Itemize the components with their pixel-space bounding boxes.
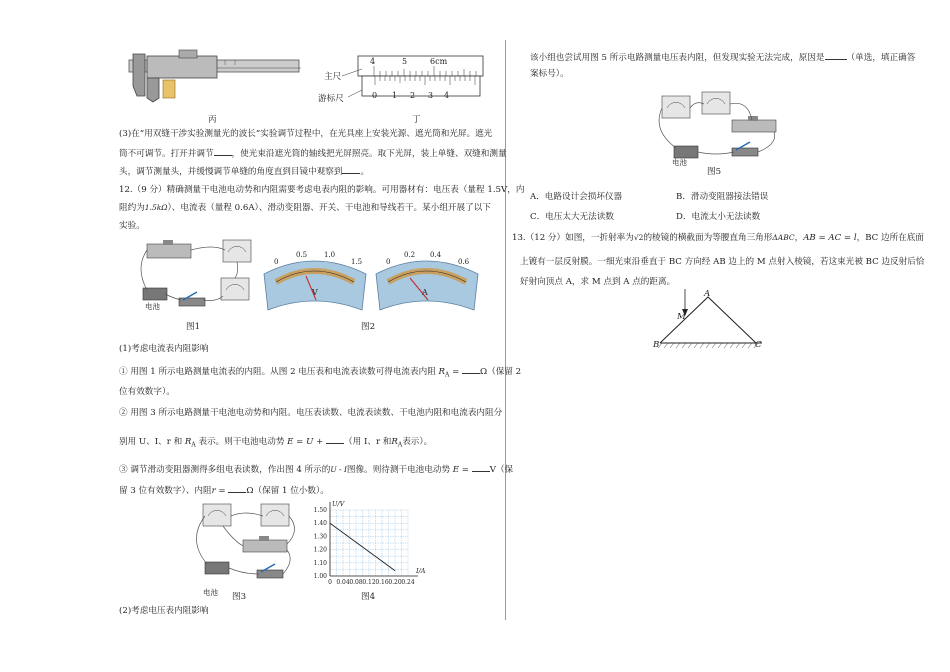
main-scale-tick-5: 5 bbox=[402, 57, 408, 66]
ammeter-tick-0: 0 bbox=[386, 258, 391, 266]
q12-line1: 12.（9 分）精确测量干电池电动势和内阻需要考虑电表内阻的影响。可用器材有：电压表（量程 1.5V，内 bbox=[119, 185, 525, 195]
q12-cont-line1 bbox=[530, 50, 915, 64]
option-c[interactable]: C．电压太大无法读数 bbox=[530, 212, 614, 222]
y-tick-label: 1.50 bbox=[313, 507, 327, 514]
q12-cont-text-a: 该小组也尝试用图 5 所示电路测量电压表内阻，但发现实验无法完成，原因是 bbox=[530, 53, 825, 63]
answer-blank bbox=[825, 50, 847, 60]
q11-3-line2-text-a: 筒不可调节。打开并调节 bbox=[119, 149, 214, 159]
x-tick-label: 0.08 bbox=[349, 579, 363, 586]
q12-line2 bbox=[119, 202, 491, 214]
x-tick-label: 0.12 bbox=[362, 579, 376, 586]
ra-subscript: A bbox=[397, 441, 403, 449]
caliper-figure bbox=[125, 46, 305, 108]
q11-3-line3-text-b: 。 bbox=[360, 167, 370, 177]
figure1-battery-label: 电池 bbox=[145, 302, 160, 311]
answer-blank bbox=[228, 483, 246, 493]
ammeter-unit: A bbox=[422, 288, 428, 297]
option-d[interactable]: D．电流太小无法读数 bbox=[676, 212, 761, 222]
q13-line1 bbox=[512, 232, 924, 244]
q13-line2: 上镀有一层反射膜。一细光束沿垂直于 BC 方向经 AB 边上的 M 点射入棱镜，若这束光被 BC 边反射后恰 bbox=[520, 257, 925, 267]
figure3-circuit bbox=[183, 500, 303, 590]
ra-symbol: R bbox=[438, 367, 446, 377]
part1-q2-text-c: （用 I、r 和 bbox=[344, 437, 392, 447]
ammeter-tick-02: 0.2 bbox=[404, 251, 416, 259]
part1-q2-line1: ② 用图 3 所示电路测量干电池电动势和内阻。电压表读数、电流表读数、干电池内阻和电流表内阻分 bbox=[119, 408, 503, 418]
ra-symbol: R bbox=[391, 437, 398, 447]
q11-3-line2-text-b: ，使光束沿遮光筒的轴线把光屏照亮。取下光屏，装上单缝、双缝和测量 bbox=[231, 149, 507, 159]
y-axis-label: U/V bbox=[332, 500, 345, 508]
figure3-label: 图3 bbox=[232, 592, 247, 602]
part1-q2-text-b: 表示。则干电池电动势 bbox=[198, 437, 285, 447]
q11-3-line3 bbox=[119, 164, 369, 178]
vernier-tick-1: 1 bbox=[392, 91, 398, 100]
figure4-label: 图4 bbox=[361, 592, 376, 602]
vertex-c-label: C bbox=[755, 340, 762, 350]
q12-resistance-value: 1.5kΩ bbox=[144, 203, 168, 212]
part1-q1-line1 bbox=[119, 364, 521, 382]
triangle-symbol: ΔABC bbox=[772, 233, 795, 242]
column-divider bbox=[505, 40, 506, 620]
part1-q3-text-a: ③ 调节滑动变阻器测得多组电表读数，作出图 4 所示的 bbox=[119, 465, 331, 475]
x-tick-label: 0 bbox=[328, 579, 332, 586]
chart-axes bbox=[330, 502, 418, 576]
emf-expression: E = U + bbox=[287, 437, 327, 447]
ui-symbol: U - I bbox=[330, 465, 347, 474]
x-axis-label: I/A bbox=[416, 567, 426, 575]
part1-q2-text-d: 表示）。 bbox=[402, 437, 433, 447]
figure1-label: 图1 bbox=[186, 322, 201, 332]
x-tick-label: 0.24 bbox=[401, 579, 415, 586]
q12-cont-line2: 案标号）。 bbox=[530, 69, 569, 79]
ra-symbol: R bbox=[184, 437, 192, 447]
y-tick-label: 1.00 bbox=[313, 573, 327, 580]
x-tick-label: 0.16 bbox=[375, 579, 389, 586]
answer-blank bbox=[472, 462, 490, 472]
ammeter-tick-06: 0.6 bbox=[458, 258, 470, 266]
q12-cont-text-b: （单选，填正确答 bbox=[846, 53, 916, 63]
answer-blank bbox=[342, 164, 360, 174]
sqrt2-symbol: √2 bbox=[633, 233, 644, 242]
figure5-battery-label: 电池 bbox=[672, 158, 687, 167]
y-tick-label: 1.10 bbox=[313, 559, 327, 567]
main-scale-label: 主尺 bbox=[324, 72, 342, 82]
vernier-tick-2: 2 bbox=[410, 91, 416, 100]
voltmeter-tick-0: 0 bbox=[274, 258, 279, 266]
q13-text-a: 13.（12 分）如图，一折射率为 bbox=[512, 233, 634, 243]
part1-q3-text-d: 留 3 位有效数字）、内阻 bbox=[119, 486, 212, 496]
q13-line3: 好射向顶点 A，求 M 点到 A 点的距离。 bbox=[520, 277, 676, 287]
main-scale-tick-4: 4 bbox=[370, 57, 376, 66]
ra-subscript: A bbox=[445, 371, 450, 379]
vernier-tick-4: 4 bbox=[444, 91, 450, 100]
q13-text-c: ， bbox=[794, 233, 804, 243]
q13-text-b: 的棱镜的横截面为等腰直角三角形 bbox=[643, 233, 773, 243]
q12-line3: 实验。 bbox=[119, 221, 145, 231]
voltmeter-tick-15: 1.5 bbox=[351, 258, 363, 266]
part1-q3-line1 bbox=[119, 462, 513, 476]
emf-symbol: E = bbox=[452, 465, 472, 475]
q13-text-d: ，BC 边所在底面 bbox=[856, 233, 924, 243]
part1-q3-text-c: V（保 bbox=[489, 465, 514, 475]
part1-q1-line2: 位有效数字）。 bbox=[119, 387, 175, 397]
q11-3-line2 bbox=[119, 146, 507, 160]
x-tick-label: 0.04 bbox=[336, 579, 350, 586]
ra-equals: = bbox=[449, 367, 463, 377]
answer-blank bbox=[462, 364, 480, 374]
y-tick-label: 1.40 bbox=[313, 520, 327, 528]
q12-line2-text-b: ）、电流表（量程 0.6A）、滑动变阻器、开关、干电池和导线若干。某小组开展了以下 bbox=[167, 203, 491, 213]
main-scale-tick-6cm: 6cm bbox=[430, 57, 448, 66]
part1-q1-text: ① 用图 1 所示电路测量电流表的内阻。从图 2 电压表和电流表读数可得电流表内阻 bbox=[119, 367, 436, 377]
voltmeter-tick-10: 1.0 bbox=[324, 251, 336, 259]
part1-q3-line2 bbox=[119, 483, 329, 497]
part1-title: (1)考虑电流表内阻影响 bbox=[119, 344, 209, 354]
ra-subscript: A bbox=[191, 441, 196, 449]
q11-3-line3-text-a: 头，调节测量头，并缓慢调节单缝的角度直到目镜中观察到 bbox=[119, 167, 343, 177]
option-b[interactable]: B．滑动变阻器接法错误 bbox=[676, 192, 769, 202]
chart-grid bbox=[330, 510, 408, 576]
vernier-scale-label: 游标尺 bbox=[318, 94, 344, 104]
prism-triangle-figure bbox=[652, 285, 770, 355]
ab-ac-equation: AB = AC = l bbox=[803, 233, 857, 243]
figure4-ui-chart bbox=[300, 498, 450, 596]
vernier-tick-0: 0 bbox=[372, 91, 378, 100]
figure2-meters bbox=[260, 250, 482, 314]
ra-unit-note: Ω（保留 2 bbox=[480, 367, 522, 377]
y-tick-label: 1.20 bbox=[313, 546, 327, 554]
q11-3-line1: (3)在“用双缝干涉实验测量光的波长”实验调节过程中，在光具座上安装光源、遮光筒和光屏。遮光 bbox=[119, 129, 493, 139]
vertex-a-label: A bbox=[704, 289, 711, 299]
voltmeter-unit: V bbox=[312, 288, 318, 297]
part1-q2-line2 bbox=[119, 434, 432, 452]
vertex-b-label: B bbox=[653, 340, 660, 350]
figure3-battery-label: 电池 bbox=[203, 588, 218, 597]
ammeter-tick-04: 0.4 bbox=[430, 251, 442, 259]
r-symbol: r = bbox=[211, 486, 229, 496]
answer-blank bbox=[326, 434, 344, 444]
point-m-label: M bbox=[677, 312, 686, 322]
part1-q2-text-a: 别用 U、I、r 和 bbox=[119, 437, 183, 447]
vernier-tick-3: 3 bbox=[428, 91, 434, 100]
part1-q3-text-b: 图像。则待测干电池电动势 bbox=[346, 465, 451, 475]
x-tick-label: 0.20 bbox=[388, 579, 402, 586]
part1-q3-text-e: Ω（保留 1 位小数）。 bbox=[246, 486, 329, 496]
answer-blank bbox=[214, 146, 232, 156]
figure-bing-label: 丙 bbox=[208, 115, 217, 125]
voltmeter-tick-05: 0.5 bbox=[296, 251, 308, 259]
part2-title: (2)考虑电压表内阻影响 bbox=[119, 606, 209, 616]
option-a[interactable]: A．电路设计会损坏仪器 bbox=[530, 192, 623, 202]
figure2-label: 图2 bbox=[361, 322, 376, 332]
figure5-label: 图5 bbox=[707, 167, 722, 177]
figure-ding-label: 丁 bbox=[412, 115, 421, 125]
y-tick-label: 1.30 bbox=[313, 533, 327, 541]
q12-line2-text-a: 阻约为 bbox=[119, 203, 145, 213]
